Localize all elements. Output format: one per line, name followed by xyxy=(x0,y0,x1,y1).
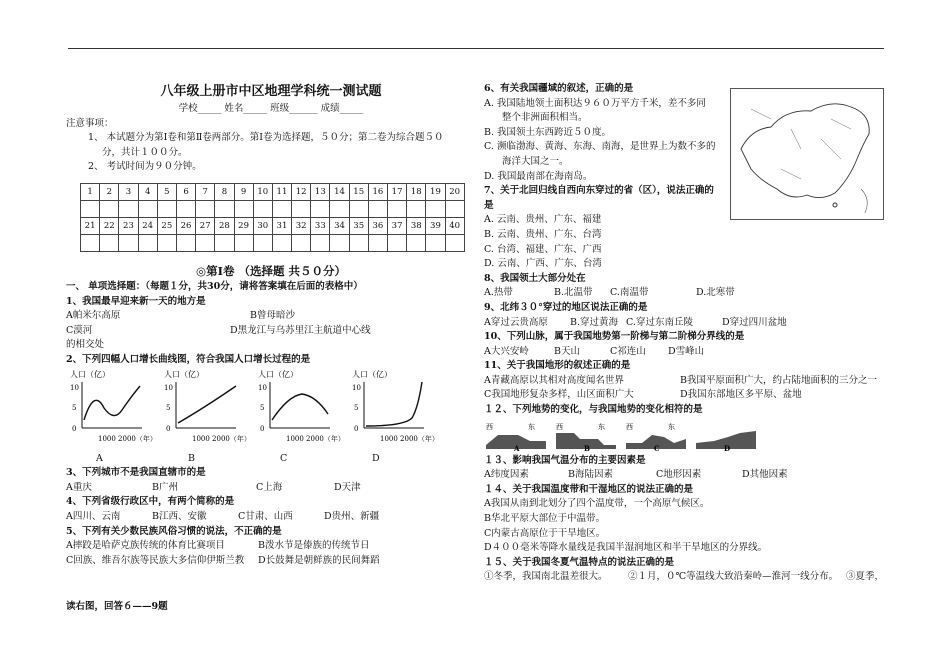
q4-option-d: D贵州、新疆 xyxy=(324,510,380,522)
question-number-cell: 35 xyxy=(349,217,368,234)
question-number-cell: 38 xyxy=(407,217,426,234)
q3-options xyxy=(66,481,476,496)
answer-cell[interactable] xyxy=(100,200,119,217)
q13-option-a: A纬度因素 xyxy=(484,469,529,481)
q8-option-a: A.热带 xyxy=(484,287,513,299)
note-1: 1、 本试题分为第Ⅰ卷和第Ⅱ卷两部分。第Ⅰ卷为选择题，５０分；第二卷为综合题５０ xyxy=(88,132,444,144)
q2-stem: 2、下列四幅人口增长曲线图，符合我国人口增长过程的是 xyxy=(66,353,311,365)
q12-stem: １２、下列地势的变化，与我国地势的变化相符的是 xyxy=(484,404,703,416)
question-number-cell: 23 xyxy=(119,217,138,234)
chart-d-y0: 0 xyxy=(354,424,359,433)
part1-title: 一、 单项选择题：（每题１分，共30分，请将答案填在后面的表格中） xyxy=(66,280,363,292)
q3-option-b: B广州 xyxy=(152,481,178,493)
population-charts xyxy=(66,368,476,452)
chart-b-xlabel: 1000 2000（年） xyxy=(192,434,251,443)
q11-option-a: A青藏高原以其相对高度闻名世界 xyxy=(484,374,624,386)
question-number-cell: 39 xyxy=(426,217,445,234)
answer-cell[interactable] xyxy=(388,234,407,251)
terrain-d-label: D xyxy=(724,443,731,451)
question-number-cell: 17 xyxy=(388,183,407,200)
q10-option-c: C祁连山 xyxy=(610,345,646,357)
question-number-cell: 37 xyxy=(388,217,407,234)
question-number-cell: 4 xyxy=(138,183,157,200)
q4-option-a: A四川、云南 xyxy=(66,510,121,522)
question-number-cell: 40 xyxy=(445,217,464,234)
q11-options-row1 xyxy=(484,374,884,389)
chart-a-curve xyxy=(84,386,140,420)
q8-option-c: C.南温带 xyxy=(610,287,649,299)
q3-stem: 3、下列城市不是我国直辖市的是 xyxy=(66,467,206,479)
terrain-d xyxy=(694,421,758,451)
answer-cell[interactable] xyxy=(426,234,445,251)
q2-option-d: D xyxy=(372,452,380,464)
q10-stem: 10、下列山脉，属于我国地势第一阶梯与第二阶梯分界线的是 xyxy=(484,331,745,343)
q2-options xyxy=(66,452,476,467)
q10-option-b: B天山 xyxy=(554,345,580,357)
q13-option-d: D其他因素 xyxy=(742,469,788,481)
q9-option-c: C.穿过东南丘陵 xyxy=(626,316,693,328)
q8-option-d: D.北寒带 xyxy=(696,287,735,299)
answer-cell[interactable] xyxy=(138,234,157,251)
q4-option-c: C甘肃、山西 xyxy=(238,510,293,522)
q5-option-a: A摔跤是哈萨克族传统的体育比赛项目 xyxy=(66,540,225,552)
question-number-cell: 31 xyxy=(272,217,291,234)
q7-option-a: A. 云南、贵州、广东、福建 xyxy=(484,214,602,226)
q14-option-d: D４００毫米等降水量线是我国半湿润地区和半干旱地区的分界线。 xyxy=(484,542,768,554)
terrain-b-label: B xyxy=(584,443,590,451)
q6-option-c-cont: 海洋大国之一。 xyxy=(502,155,569,167)
terrain-c xyxy=(624,421,688,451)
q2-option-a: A xyxy=(96,452,103,464)
question-number-cell: 34 xyxy=(330,217,349,234)
q15-statement-1: ①冬季，我国南北温差很大。 xyxy=(484,571,608,583)
right-column xyxy=(484,82,884,585)
chart-b-ylabel: 人口（亿） xyxy=(164,369,204,379)
q5-options-row2 xyxy=(66,554,476,569)
student-fields: 学校_____ 姓名_____ 班级______ 成绩_____ xyxy=(178,103,364,114)
answer-cell[interactable] xyxy=(119,234,138,251)
question-number-cell: 32 xyxy=(292,217,311,234)
notes-label: 注意事项： xyxy=(66,117,114,129)
q11-stem: 11、关于我国地形的叙述正确的是 xyxy=(484,360,631,372)
q7-stem-cont: 是 xyxy=(484,199,494,211)
answer-cell[interactable] xyxy=(311,234,330,251)
question-number-cell: 10 xyxy=(253,183,272,200)
q1-options-row2 xyxy=(66,324,476,339)
answer-cell[interactable] xyxy=(81,234,100,251)
chart-b-y0: 0 xyxy=(166,424,171,433)
terrain-a xyxy=(484,421,548,451)
q9-option-d: D穿过四川盆地 xyxy=(722,316,787,328)
answer-cell[interactable] xyxy=(407,200,426,217)
q10-option-d: D雪峰山 xyxy=(668,345,705,357)
q13-options xyxy=(484,468,884,483)
answer-cell[interactable] xyxy=(176,234,195,251)
q5-options-row1 xyxy=(66,539,476,554)
question-number-cell: 11 xyxy=(272,183,291,200)
terrain-a-east: 东 xyxy=(528,422,535,431)
chart-b-y10: 10 xyxy=(164,383,173,392)
question-number-cell: 18 xyxy=(407,183,426,200)
q4-stem: 4、下列省级行政区中，有两个简称的是 xyxy=(66,496,235,508)
terrain-b-west: 西 xyxy=(556,422,563,431)
answer-cell[interactable] xyxy=(119,200,138,217)
q13-stem: １３、影响我国气温分布的主要因素是 xyxy=(484,454,646,466)
answer-cell[interactable] xyxy=(311,200,330,217)
q13-option-c: C地形因素 xyxy=(656,469,702,481)
q1-option-d: D黑龙江与乌苏里江主航道中心线 xyxy=(230,324,371,336)
answer-cell[interactable] xyxy=(272,234,291,251)
q15-statement-3: ③夏季， xyxy=(846,571,885,583)
answer-cell[interactable] xyxy=(253,200,272,217)
terrain-a-label: A xyxy=(514,443,520,451)
q3-option-c: C上海 xyxy=(256,481,283,493)
answer-cell[interactable] xyxy=(196,234,215,251)
answer-cell[interactable] xyxy=(196,200,215,217)
chart-c-y10: 10 xyxy=(258,383,267,392)
answer-cell[interactable] xyxy=(445,200,464,217)
question-number-cell: 25 xyxy=(157,217,176,234)
chart-a-xlabel: 1000 2000（年） xyxy=(98,434,157,443)
q13-option-b: B海陆因素 xyxy=(568,469,613,481)
question-number-cell: 36 xyxy=(368,217,387,234)
q11-option-c: C我国地形复杂多样，山区面积广大 xyxy=(484,389,634,401)
answer-cell[interactable] xyxy=(253,234,272,251)
answer-cell[interactable] xyxy=(388,200,407,217)
q5-option-c: C回族、维吾尔族等民族大多信仰伊斯兰教 xyxy=(66,554,245,566)
chart-a-ylabel: 人口（亿） xyxy=(70,369,110,379)
q2-option-b: B xyxy=(188,452,195,464)
q1-options-row1 xyxy=(66,309,476,324)
answer-cell[interactable] xyxy=(330,234,349,251)
answer-cell[interactable] xyxy=(368,234,387,251)
chart-c-ylabel: 人口（亿） xyxy=(258,369,298,379)
q15-statement-2: ②１月，０℃等温线大致沿秦岭—淮河一线分布。 xyxy=(628,571,839,583)
question-number-cell: 9 xyxy=(234,183,253,200)
terrain-b xyxy=(554,421,618,451)
answer-cell[interactable] xyxy=(407,234,426,251)
map-instruction: 读右图，回答６——9题 xyxy=(66,601,168,612)
q4-options xyxy=(66,510,476,525)
answer-cell[interactable] xyxy=(176,200,195,217)
q5-stem: 5、下列有关少数民族风俗习惯的说法，不正确的是 xyxy=(66,525,282,537)
q7-option-c: C. 台湾、福建、广东、广西 xyxy=(484,243,602,255)
q6-option-c: C. 濒临渤海、黄海、东海、南海，是世界上为数不多的 xyxy=(484,141,716,153)
q15-stem: １５、关于我国冬夏气温特点的说法正确的是 xyxy=(484,556,675,568)
q7-option-d: D. 云南、广西、广东、台湾 xyxy=(484,258,602,270)
q14-stem: １４、关于我国温度带和干湿地区的说法正确的是 xyxy=(484,483,694,495)
answer-cell[interactable] xyxy=(368,200,387,217)
q1-option-c: C漠河 xyxy=(66,324,93,336)
chart-c xyxy=(258,368,348,451)
q1-stem: 1、我国最早迎来新一天的地方是 xyxy=(66,295,206,307)
q9-option-a: A穿过云贵高原 xyxy=(484,316,548,328)
chart-d-xlabel: 1000 2000（年） xyxy=(380,434,439,443)
question-number-cell: 13 xyxy=(311,183,330,200)
answer-cell[interactable] xyxy=(215,234,234,251)
q6-option-d: D. 我国最南部在海南岛。 xyxy=(484,170,593,182)
question-number-cell: 6 xyxy=(176,183,195,200)
terrain-c-west: 西 xyxy=(626,422,633,431)
answer-cell[interactable] xyxy=(292,200,311,217)
china-map-image xyxy=(730,88,884,220)
chart-a-y10: 10 xyxy=(70,383,79,392)
q9-option-b: B.穿过黄海 xyxy=(570,316,619,328)
question-number-cell: 29 xyxy=(234,217,253,234)
question-number-cell: 5 xyxy=(157,183,176,200)
chart-d-y5: 5 xyxy=(354,403,359,412)
q10-options xyxy=(484,345,884,360)
q3-option-a: A重庆 xyxy=(66,481,92,493)
answer-cell[interactable] xyxy=(234,234,253,251)
terrain-c-label: C xyxy=(654,443,660,451)
answer-cell[interactable] xyxy=(138,200,157,217)
exam-title: 八年级上册市中区地理学科统一测试题 xyxy=(160,84,382,99)
question-number-cell: 19 xyxy=(426,183,445,200)
q2-option-c: C xyxy=(280,452,288,464)
q6-option-b: B. 我国领土东西跨近５０度。 xyxy=(484,126,612,138)
q1-option-a: A帕米尔高原 xyxy=(66,310,121,322)
question-number-cell: 24 xyxy=(138,217,157,234)
answer-cell[interactable] xyxy=(349,234,368,251)
q14-option-c: C内蒙古高原位于干旱地区。 xyxy=(484,527,606,539)
note-2: 2、 考试时间为９０分钟。 xyxy=(88,161,202,173)
chart-b-y5: 5 xyxy=(166,403,171,412)
chart-a-y5: 5 xyxy=(72,403,77,412)
question-number-cell: 26 xyxy=(176,217,195,234)
question-number-cell: 7 xyxy=(196,183,215,200)
q1-option-b: B曾母暗沙 xyxy=(250,310,295,322)
question-number-cell: 33 xyxy=(311,217,330,234)
q1-option-d-cont: 的相交处 xyxy=(66,339,105,351)
question-number-cell: 20 xyxy=(445,183,464,200)
q11-option-b: B我国平原面积广大，约占陆地面积的三分之一 xyxy=(680,374,877,386)
answer-cell[interactable] xyxy=(81,200,100,217)
question-number-cell: 30 xyxy=(253,217,272,234)
q11-options-row2 xyxy=(484,388,884,403)
question-number-cell: 16 xyxy=(368,183,387,200)
terrain-profiles xyxy=(484,421,884,451)
q5-option-d: D长鼓舞是朝鲜族的民间舞蹈 xyxy=(258,554,380,566)
answer-cell[interactable] xyxy=(234,200,253,217)
chart-c-y0: 0 xyxy=(260,424,265,433)
terrain-c-east: 东 xyxy=(668,422,675,431)
terrain-b-east: 东 xyxy=(598,422,605,431)
chart-b-curve xyxy=(178,386,236,423)
left-column xyxy=(66,78,476,568)
question-number-cell: 12 xyxy=(292,183,311,200)
question-number-cell: 27 xyxy=(196,217,215,234)
terrain-a-west: 西 xyxy=(486,422,493,431)
q6-stem: 6、有关我国疆域的叙述，正确的是 xyxy=(484,83,634,94)
question-number-cell: 2 xyxy=(100,183,119,200)
chart-d-ylabel: 人口（亿） xyxy=(352,369,392,379)
section-title: ◎第Ⅰ卷 （选择题 共５０分） xyxy=(196,263,346,278)
q8-options xyxy=(484,286,884,301)
question-number-cell: 21 xyxy=(81,217,100,234)
q4-option-b: B江西、安徽 xyxy=(152,510,207,522)
q7-stem: 7、关于北回归线自西向东穿过的省（区），说法正确的 xyxy=(484,185,714,197)
header-rule xyxy=(68,48,884,49)
answer-cell[interactable] xyxy=(445,234,464,251)
chart-a xyxy=(70,368,160,451)
q8-stem: 8、我国领土大部分处在 xyxy=(484,272,586,284)
question-number-cell: 15 xyxy=(349,183,368,200)
question-number-cell: 14 xyxy=(330,183,349,200)
q5-option-b: B泼水节是傣族的传统节日 xyxy=(258,540,370,552)
answer-cell[interactable] xyxy=(157,234,176,251)
chart-c-curve xyxy=(272,394,328,420)
q9-stem: 9、北纬３０°穿过的地区说法正确的是 xyxy=(484,301,648,313)
chart-a-y0: 0 xyxy=(72,424,77,433)
answer-cell[interactable] xyxy=(349,200,368,217)
q15-statements xyxy=(484,570,884,585)
question-number-cell: 8 xyxy=(215,183,234,200)
question-number-cell: 3 xyxy=(119,183,138,200)
answer-cell[interactable] xyxy=(426,200,445,217)
question-number-cell: 1 xyxy=(81,183,100,200)
chart-b xyxy=(164,368,254,451)
answer-cell[interactable] xyxy=(100,234,119,251)
q6-option-a: A. 我国陆地领土面积达９６０万平方千米，差不多同 xyxy=(484,97,706,109)
answer-cell[interactable] xyxy=(292,234,311,251)
q14-option-a: A我国从南到北划分了四个温度带，一个高原气候区。 xyxy=(484,498,710,510)
question-number-cell: 22 xyxy=(100,217,119,234)
q7-option-b: B. 云南、贵州、广东、台湾 xyxy=(484,228,602,240)
answer-cell[interactable] xyxy=(272,200,291,217)
q8-option-b: B.北温带 xyxy=(554,287,593,299)
q6-option-a-cont: 整个非洲面积相当。 xyxy=(502,112,588,124)
answer-cell[interactable] xyxy=(215,200,234,217)
answer-cell[interactable] xyxy=(330,200,349,217)
question-number-cell: 28 xyxy=(215,217,234,234)
note-1-cont: 分，共计１００分。 xyxy=(102,146,188,158)
q3-option-d: D天津 xyxy=(334,481,361,493)
q11-option-d: D我国东部地区多平原、盆地 xyxy=(680,389,802,401)
q14-option-b: B华北平原大部位于中温带。 xyxy=(484,513,605,525)
chart-d-y10: 10 xyxy=(352,383,361,392)
chart-d xyxy=(352,368,442,451)
chart-c-xlabel: 1000 2000（年） xyxy=(286,434,345,443)
q10-option-a: A大兴安岭 xyxy=(484,345,529,357)
answer-grid xyxy=(80,183,465,252)
chart-c-y5: 5 xyxy=(260,403,265,412)
chart-d-curve xyxy=(366,382,422,426)
q9-options xyxy=(484,316,884,331)
answer-cell[interactable] xyxy=(157,200,176,217)
